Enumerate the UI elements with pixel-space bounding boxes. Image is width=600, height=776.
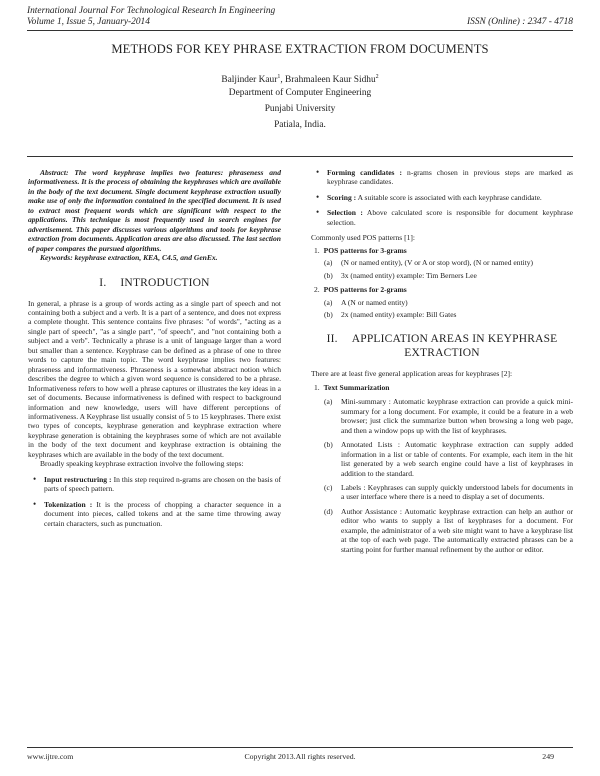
- list-item: [311, 208, 573, 227]
- bullet-text: It is the process of chopping a character sequence in a document into pieces, called tokens and at the same time throwing away certain characters, such as punctuation.: [44, 499, 281, 528]
- volume-issue: Volume 1, Issue 5, January-2014: [27, 17, 150, 27]
- pos-2gram: [311, 285, 573, 319]
- steps-list-left: [28, 475, 281, 528]
- item-text: Mini-summary : Automatic keyphrase extraction can provide a quick mini-summary for a long document. For example, it could be a feature in a web browser; just click the summarize button when browsing a long web page, and then a window pops up with the list of keyphrases.: [341, 397, 573, 435]
- header-rule: [27, 30, 573, 31]
- list-item: [311, 258, 573, 267]
- section-2-title-line-1: APPLICATION AREAS IN KEYPHRASE: [351, 333, 558, 346]
- intro-paragraph: In general, a phrase is a group of words acting as a single part of speech and not containing both a subject and a verb. It is a part of a sentence, and does not express a complete thought. This sentence contains five phrases: "of words", "acting as a single part of speech", "as a single part", "of speech", and "not containing both a subject and a verb". Technically a phrase is a unit of language larger than a word but smaller than a sentence. Keyphrase can be defined as a phrase of one to three words to capture the main topic. The word keyphrase implies two features: phraseness and informativeness. Phraseness is a somewhat abstract notion which describes the degree to which a given word sequence is considered to be a phrase. Informativeness refers to how well a phrase captures or illustrates the key ideas in a set of documents. Because informativeness is defined with respect to background information and new knowledge, users will have different perceptions of informativeness. A Keyphrase list usually consist of 5 to 15 keyphrases. There exist two types of concepts, keyphrase generation and keyphrase extraction where keyphrase generation is obtaining the keyphrases some of which are not available in the body of the text document and keyphrase extraction is obtaining the keyphrases which are available in the body of the text document.: [28, 298, 281, 459]
- steps-intro: Broadly speaking keyphrase extraction involve the following steps:: [40, 459, 244, 469]
- issn: ISSN (Online) : 2347 - 4718: [467, 17, 573, 27]
- page-number: 249: [542, 752, 554, 761]
- list-item: [311, 193, 573, 202]
- volume-line: [27, 17, 573, 28]
- title-rule: [27, 156, 573, 157]
- author-2-sup: 2: [375, 74, 379, 80]
- item-label: (a): [324, 297, 333, 307]
- footer-rule: [27, 747, 573, 748]
- list-item: [311, 310, 573, 319]
- list-item: [311, 397, 573, 435]
- section-1-number: I.: [99, 276, 107, 289]
- item-label: (b): [324, 440, 333, 450]
- footer-site: www.ijtre.com: [27, 752, 74, 761]
- bullet-term: Input restructuring :: [44, 474, 112, 484]
- list-item: [311, 507, 573, 554]
- application-intro: There are at least five general application areas for keyphrases [2]:: [311, 369, 513, 379]
- right-column: [311, 168, 573, 554]
- author-1: Baljinder Kaur: [221, 75, 278, 86]
- bullet-text: In this step required n-grams are chosen on the basis of parts of speech pattern.: [44, 474, 281, 494]
- left-column: [28, 168, 281, 534]
- author-2: Brahmaleen Kaur Sidhu: [285, 75, 376, 86]
- steps-list-right: [311, 168, 573, 227]
- item-text: (N or named entity), (V or A or stop word), (N or named entity): [341, 258, 534, 268]
- list-item: [311, 440, 573, 478]
- pos-2gram-num: 2.: [314, 285, 320, 295]
- pos-2gram-head: POS patterns for 2-grams: [323, 285, 407, 295]
- pos-3gram-head: POS patterns for 3-grams: [323, 245, 407, 255]
- pos-intro: Commonly used POS patterns [1]:: [311, 233, 415, 243]
- item-text: Annotated Lists : Automatic keyphrase extraction can supply added information in a list or table of contents. For example, each item in the hit list generated by a web search engine could have a list of keyphrases in addition to the standard.: [341, 440, 573, 478]
- item-text: 3x (named entity) example: Tim Berners Lee: [341, 270, 477, 280]
- item-text: Author Assistance : Automatic keyphrase extraction can help an author or editor who wants to supply a list of keyphrases for a document. For example, the administrator of a web site might want to have a keyphrase list at the top of each web page. The automatically extracted phrases can be a starting point for further manual refinement by the author or editor.: [341, 506, 573, 554]
- pos-3gram: [311, 246, 573, 280]
- university: Punjabi University: [264, 104, 336, 114]
- bullet-text: A suitable score is associated with each keyphrase candidate.: [356, 192, 542, 202]
- item-label: (b): [324, 309, 333, 319]
- bullet-text: Above calculated score is responsible for document keyphrase selection.: [327, 208, 573, 227]
- item-text: A (N or named entity): [341, 297, 408, 307]
- list-item: [311, 298, 573, 307]
- bullet-term: Scoring :: [327, 192, 357, 202]
- bullet-term: Forming candidates :: [327, 168, 403, 177]
- author-1-sup: 1: [277, 74, 281, 80]
- item-text: Labels : Keyphrases can supply quickly understood labels for documents in a user interface where there is a need to display a set of documents.: [341, 482, 573, 502]
- app-1-head: Text Summarization: [323, 382, 390, 392]
- list-item: [311, 483, 573, 502]
- section-2-heading: [311, 332, 573, 360]
- list-item: [311, 271, 573, 280]
- bullet-text: n-grams chosen in previous steps are marked as keyphrase candidates.: [327, 168, 573, 187]
- abstract: Abstract: The word keyphrase implies two features: phraseness and informativeness. It is the process of obtaining the keyphrases which are available in the body of the text document. Single document keyphrase extraction usually make use of only the information contained in the specified document. It is used to extract most frequent words which are significant with respect to the applications. This technique is most frequently used in search engines for advertisement. This paper discusses various algorithms and tools for keyphrase extraction from documents. Application areas are also discussed. The last section of paper compares the pursued algorithms.: [28, 168, 281, 253]
- list-item: [28, 500, 281, 528]
- item-label: (a): [324, 397, 333, 407]
- list-item: [28, 475, 281, 494]
- section-2-title-line-2: EXTRACTION: [404, 347, 480, 360]
- text-summarization: [311, 383, 573, 554]
- author-line: [0, 70, 600, 87]
- footer-copyright: Copyright 2013.All rights reserved.: [244, 752, 356, 761]
- item-label: (d): [324, 506, 333, 516]
- item-label: (c): [324, 482, 333, 492]
- pos-3gram-num: 1.: [314, 245, 320, 255]
- item-label: (b): [324, 270, 333, 280]
- city: Patiala, India.: [274, 120, 326, 130]
- paper-title: METHODS FOR KEY PHRASE EXTRACTION FROM DOCUMENTS: [111, 42, 489, 56]
- bullet-term: Selection :: [327, 208, 363, 218]
- item-label: (a): [324, 258, 333, 268]
- journal-name: [27, 6, 573, 17]
- section-1-heading: [28, 276, 281, 290]
- item-text: 2x (named entity) example: Bill Gates: [341, 309, 457, 319]
- author-sep: ,: [280, 75, 286, 86]
- journal-title: International Journal For Technological Research In Engineering: [27, 6, 276, 16]
- department: Department of Computer Engineering: [228, 88, 372, 98]
- keywords: Keywords: keyphrase extraction, KEA, C4.5, and GenEx.: [40, 253, 218, 263]
- app-1-num: 1.: [314, 382, 320, 392]
- bullet-term: Tokenization :: [44, 499, 93, 509]
- section-2-number: II.: [326, 333, 338, 346]
- list-item: [311, 168, 573, 187]
- section-1-title: INTRODUCTION: [120, 276, 210, 289]
